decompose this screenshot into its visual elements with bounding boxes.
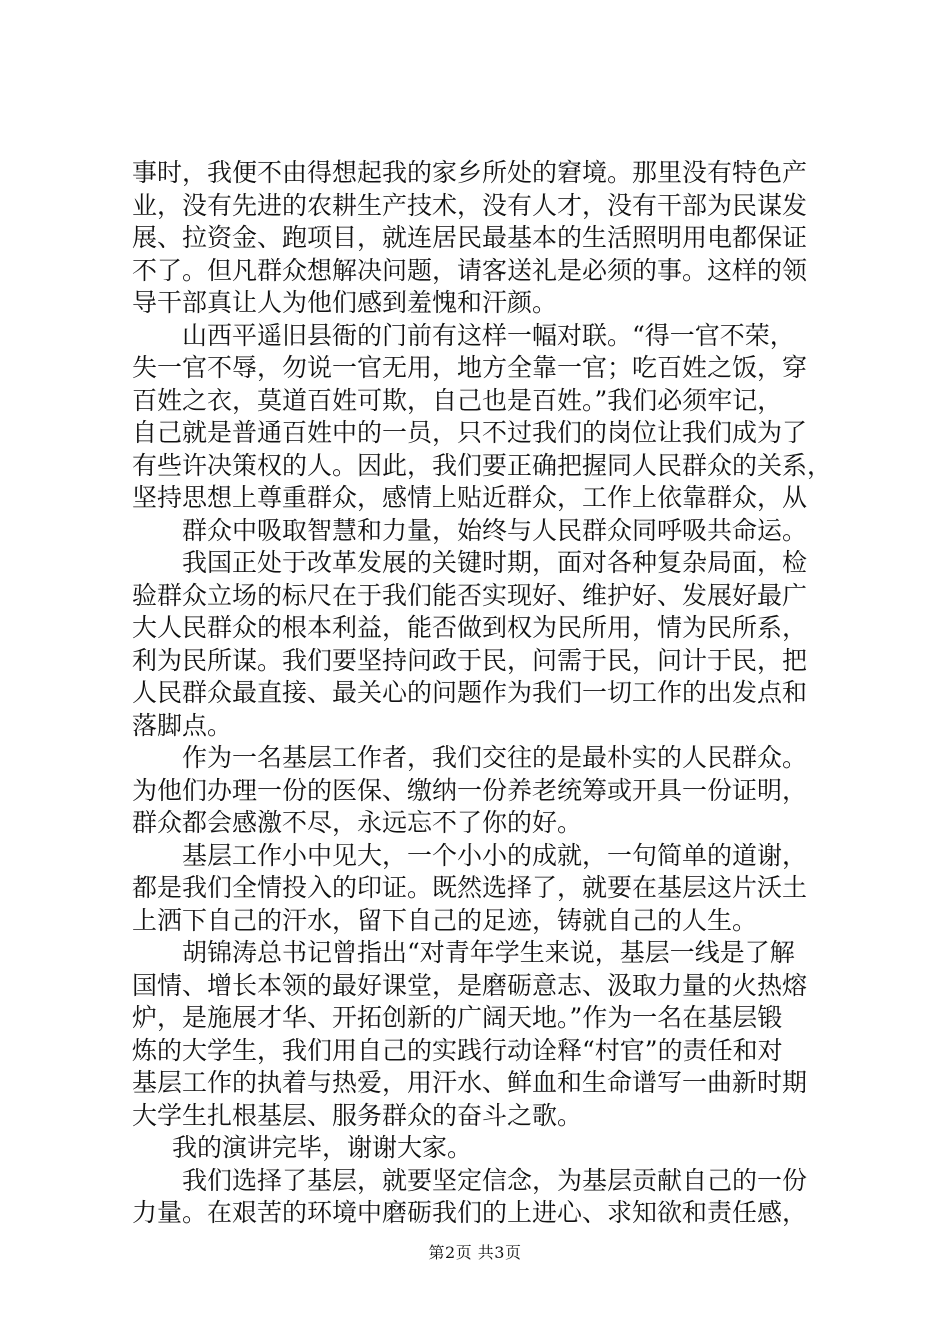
text-line: 失一官不辱，勿说一官无用，地方全靠一官；吃百姓之饭，穿 bbox=[132, 353, 808, 382]
text-line: 百姓之衣，莫道百姓可欺，自己也是百姓。”我们必须牢记， bbox=[132, 385, 783, 415]
text-line: 导干部真让人为他们感到羞愧和汗颜。 bbox=[132, 288, 558, 317]
text-line: 大人民群众的根本利益，能否做到权为民所用，情为民所系， bbox=[132, 613, 808, 642]
paragraph-start-line: 胡锦涛总书记曾指出“对青年学生来说，基层一线是了解 bbox=[182, 938, 795, 967]
text-line: 自己就是普通百姓中的一员，只不过我们的岗位让我们成为了 bbox=[132, 418, 808, 447]
paragraph-start-line: 我的演讲完毕，谢谢大家。 bbox=[172, 1133, 473, 1162]
text-line: 落脚点。 bbox=[132, 710, 233, 740]
document-body bbox=[132, 157, 832, 1230]
text-line: 人民群众最直接、最关心的问题作为我们一切工作的出发点和 bbox=[132, 678, 808, 707]
text-line: 为他们办理一份的医保、缴纳一份养老统筹或开具一份证明， bbox=[132, 775, 808, 805]
paragraph-start-line: 基层工作小中见大，一个小小的成就，一句简单的道谢， bbox=[182, 840, 808, 870]
text-line: 大学生扎根基层、服务群众的奋斗之歌。 bbox=[132, 1100, 583, 1130]
text-line: 上洒下自己的汗水，留下自己的足迹，铸就自己的人生。 bbox=[132, 905, 758, 935]
text-line: 都是我们全情投入的印证。既然选择了，就要在基层这片沃土 bbox=[132, 873, 808, 902]
text-line: 群众都会感激不尽，永远忘不了你的好。 bbox=[132, 808, 583, 837]
text-line: 炼的大学生，我们用自己的实践行动诠释“村官”的责任和对 bbox=[132, 1035, 783, 1065]
text-line: 坚持思想上尊重群众，感情上贴近群众，工作上依靠群众，从 bbox=[132, 483, 808, 512]
text-line: 事时，我便不由得想起我的家乡所处的窘境。那里没有特色产 bbox=[132, 158, 808, 187]
text-line: 炉，是施展才华、开拓创新的广阔天地。”作为一名在基层锻 bbox=[132, 1003, 783, 1032]
paragraph-start-line: 我国正处于改革发展的关键时期，面对各种复杂局面，检 bbox=[182, 548, 808, 577]
text-line: 有些许决策权的人。因此，我们要正确把握同人民群众的关系， bbox=[132, 450, 833, 480]
text-line: 不了。但凡群众想解决问题，请客送礼是必须的事。这样的领 bbox=[132, 255, 808, 285]
text-line: 展、拉资金、跑项目，就连居民最基本的生活照明用电都保证 bbox=[132, 223, 808, 252]
paragraph-start-line: 群众中吸取智慧和力量，始终与人民群众同呼吸共命运。 bbox=[182, 515, 808, 545]
paragraph-start-line: 作为一名基层工作者，我们交往的是最朴实的人民群众。 bbox=[182, 743, 808, 772]
paragraph-start-line: 山西平遥旧县衙的门前有这样一幅对联。“得一官不荣， bbox=[182, 320, 795, 350]
page-footer: 第2页 共3页 bbox=[428, 1243, 522, 1262]
text-line: 业，没有先进的农耕生产技术，没有人才，没有干部为民谋发 bbox=[132, 190, 808, 220]
text-line: 国情、增长本领的最好课堂，是磨砺意志、汲取力量的火热熔 bbox=[132, 970, 808, 1000]
paragraph-start-line: 我们选择了基层，就要坚定信念，为基层贡献自己的一份 bbox=[182, 1165, 808, 1195]
text-line: 力量。在艰苦的环境中磨砺我们的上进心、求知欲和责任感， bbox=[132, 1198, 808, 1227]
text-line: 利为民所谋。我们要坚持问政于民，问需于民，问计于民，把 bbox=[132, 645, 808, 675]
text-line: 验群众立场的标尺在于我们能否实现好、维护好、发展好最广 bbox=[132, 580, 808, 610]
text-line: 基层工作的执着与热爱，用汗水、鲜血和生命谱写一曲新时期 bbox=[132, 1068, 808, 1097]
